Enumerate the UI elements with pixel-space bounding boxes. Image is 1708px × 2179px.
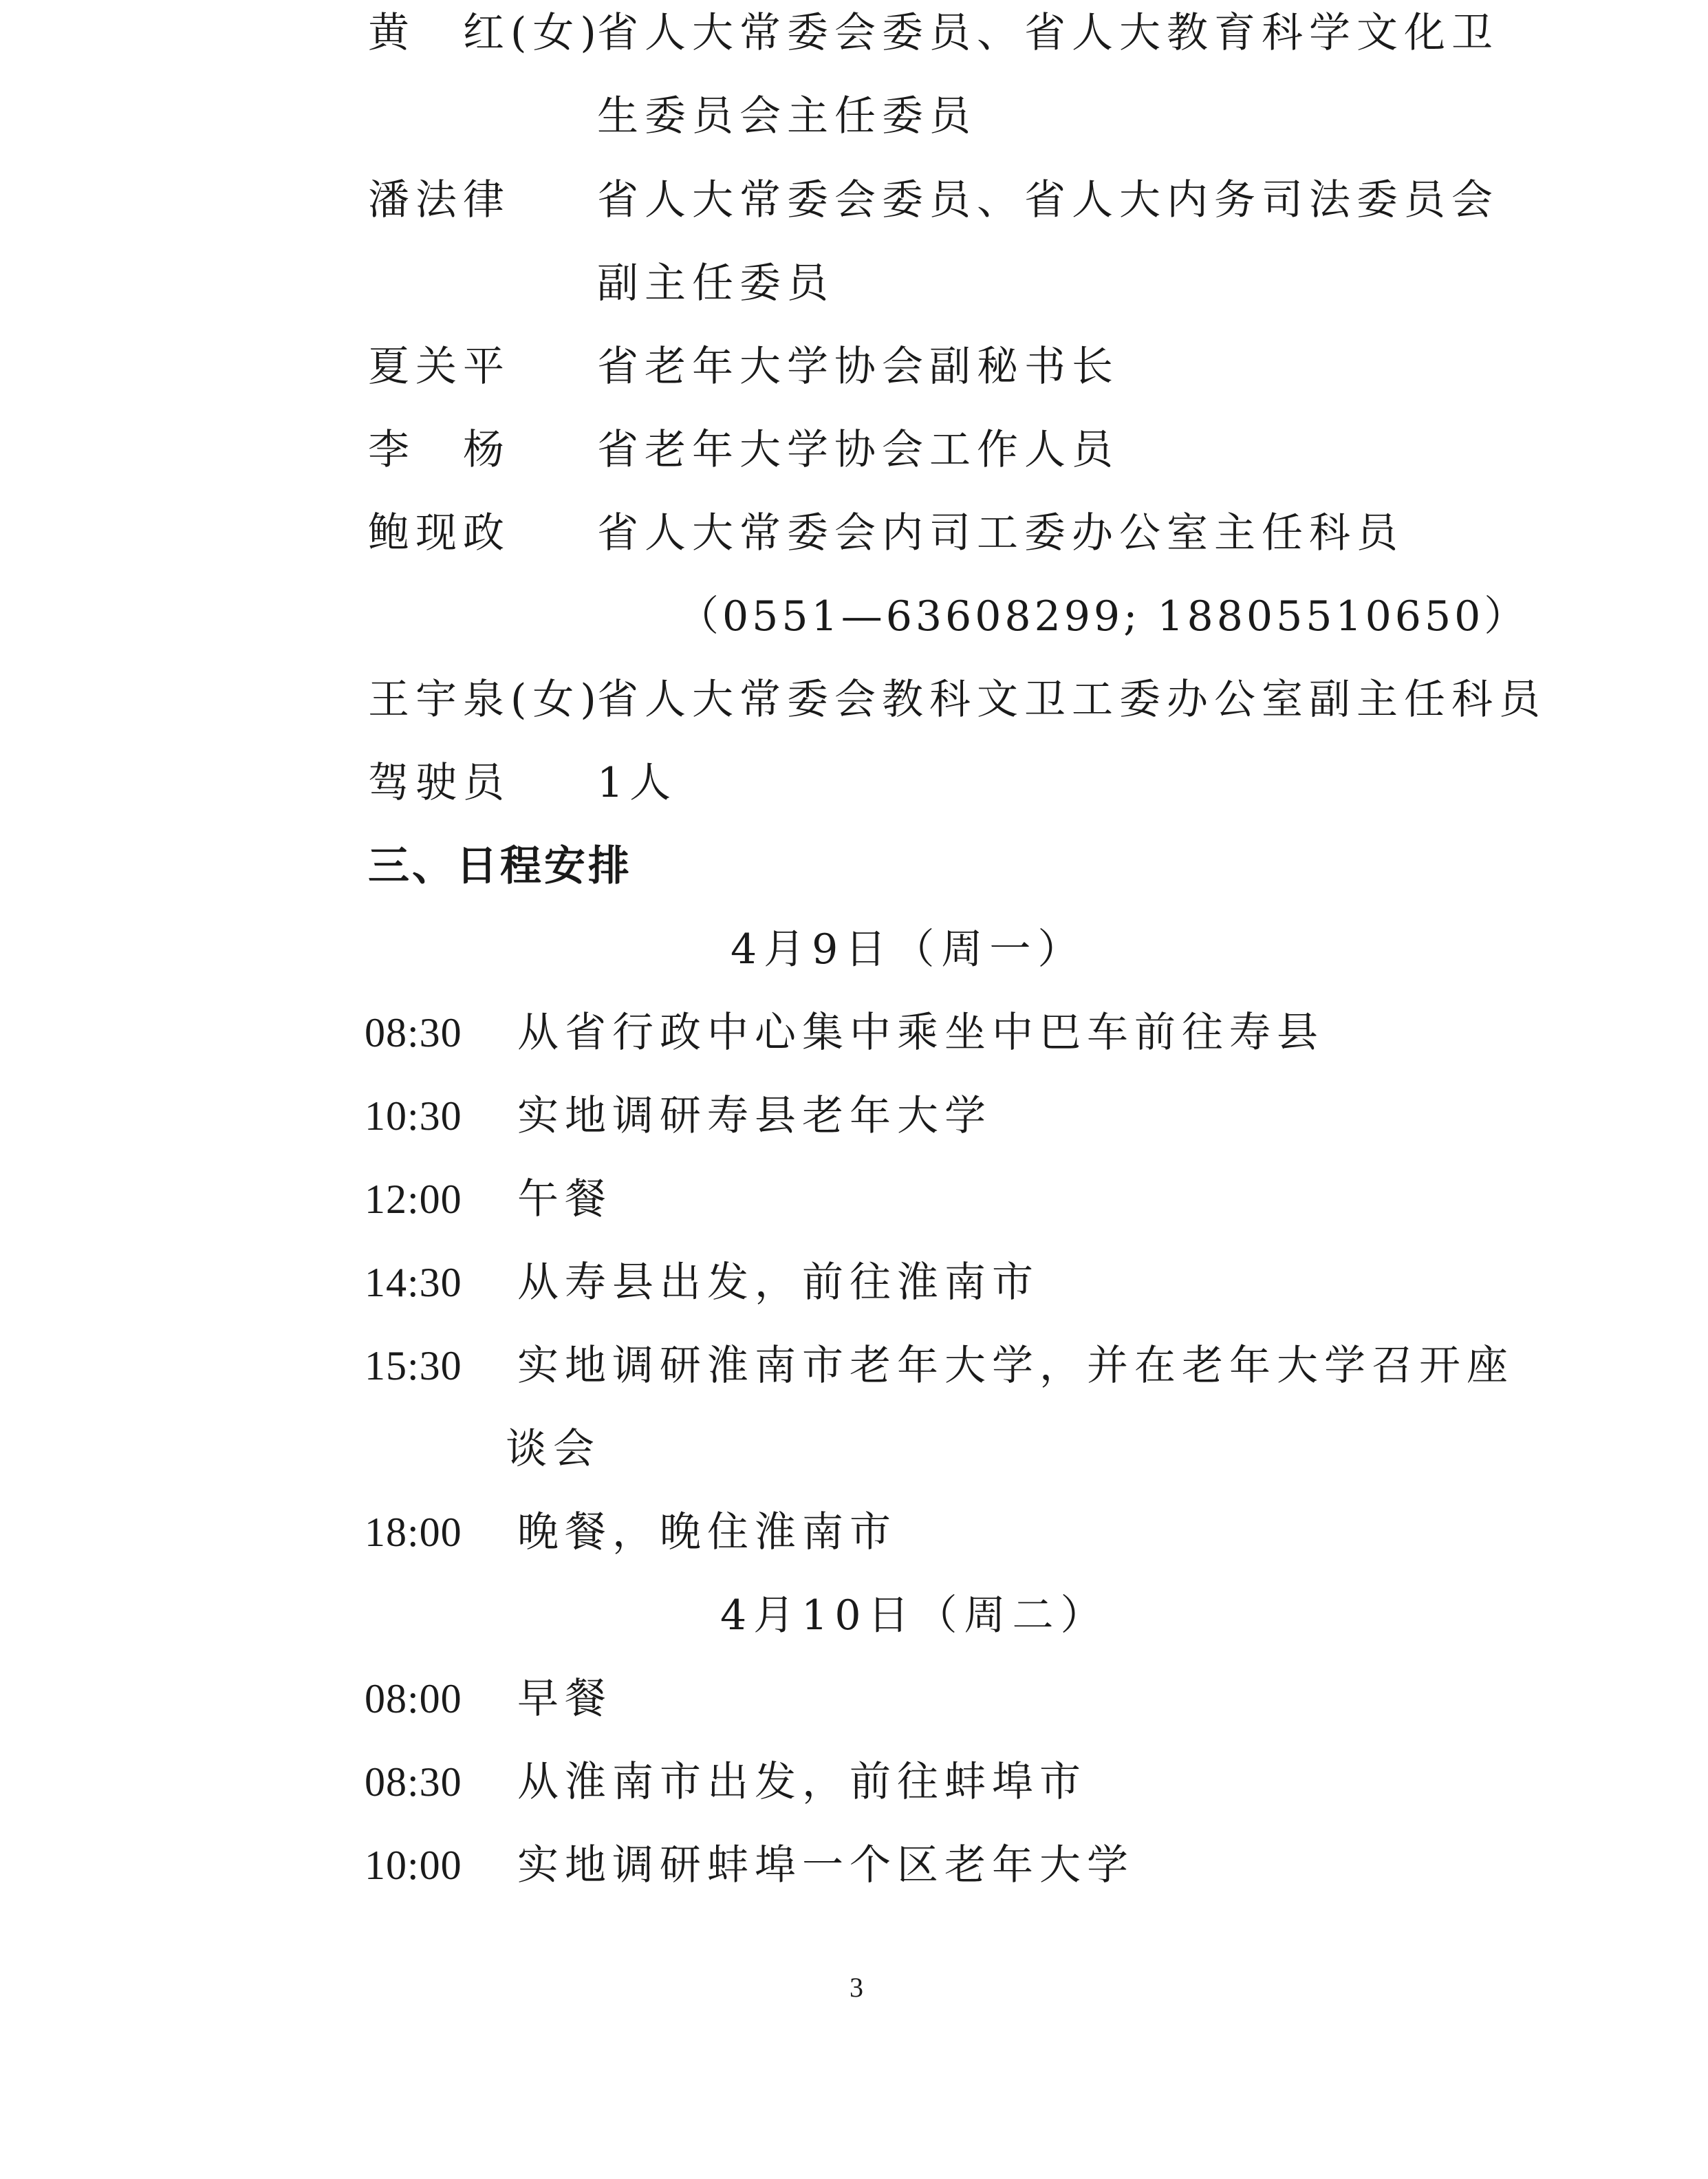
member-role: 省人大常委会委员、省人大内务司法委员会	[597, 176, 1499, 224]
member-name: 李 杨	[368, 426, 510, 474]
day-date-heading: 4月9日（周一）	[731, 925, 1086, 974]
member-role: 1人	[597, 759, 678, 807]
schedule-time: 08:00	[365, 1676, 462, 1721]
member-name: 驾驶员	[368, 759, 510, 807]
member-role-continued: 生委员会主任委员	[597, 92, 977, 140]
schedule-event: 午餐	[517, 1175, 612, 1223]
member-name: 潘法律	[368, 176, 510, 224]
schedule-event: 晚餐，晚住淮南市	[517, 1508, 897, 1556]
member-name: 鲍现政	[368, 509, 510, 557]
member-role: 省人大常委会委员、省人大教育科学文化卫	[597, 9, 1499, 57]
member-phone: （0551—63608299; 18805510650）	[678, 592, 1529, 641]
page-number: 3	[850, 1972, 863, 2003]
schedule-event: 实地调研淮南市老年大学，并在老年大学召开座	[517, 1342, 1514, 1390]
schedule-time: 15:30	[365, 1343, 462, 1388]
schedule-time: 08:30	[365, 1010, 462, 1055]
member-name: 夏关平	[368, 343, 510, 391]
schedule-event-continued: 谈会	[506, 1425, 601, 1473]
member-name: 黄 红(女)	[368, 9, 603, 57]
member-name: 王宇泉(女)	[368, 676, 603, 724]
schedule-event: 实地调研蚌埠一个区老年大学	[517, 1841, 1134, 1889]
member-role: 省人大常委会教科文卫工委办公室副主任科员	[597, 676, 1546, 724]
member-role: 省老年大学协会工作人员	[597, 426, 1119, 474]
schedule-time: 08:30	[365, 1759, 462, 1805]
member-role-continued: 副主任委员	[597, 259, 834, 308]
schedule-event: 早餐	[517, 1675, 612, 1723]
schedule-event: 从省行政中心集中乘坐中巴车前往寿县	[517, 1009, 1324, 1057]
member-role: 省老年大学协会副秘书长	[597, 343, 1119, 391]
schedule-time: 18:00	[365, 1510, 462, 1555]
day-date-heading: 4月10日（周二）	[720, 1591, 1109, 1640]
schedule-time: 12:00	[365, 1177, 462, 1222]
schedule-time: 10:30	[365, 1093, 462, 1139]
schedule-time: 10:00	[365, 1843, 462, 1888]
schedule-event: 从淮南市出发，前往蚌埠市	[517, 1758, 1087, 1806]
schedule-event: 从寿县出发，前往淮南市	[517, 1258, 1039, 1307]
section-heading: 三、日程安排	[368, 842, 632, 890]
member-role: 省人大常委会内司工委办公室主任科员	[597, 509, 1404, 557]
schedule-time: 14:30	[365, 1260, 462, 1305]
schedule-event: 实地调研寿县老年大学	[517, 1092, 992, 1140]
